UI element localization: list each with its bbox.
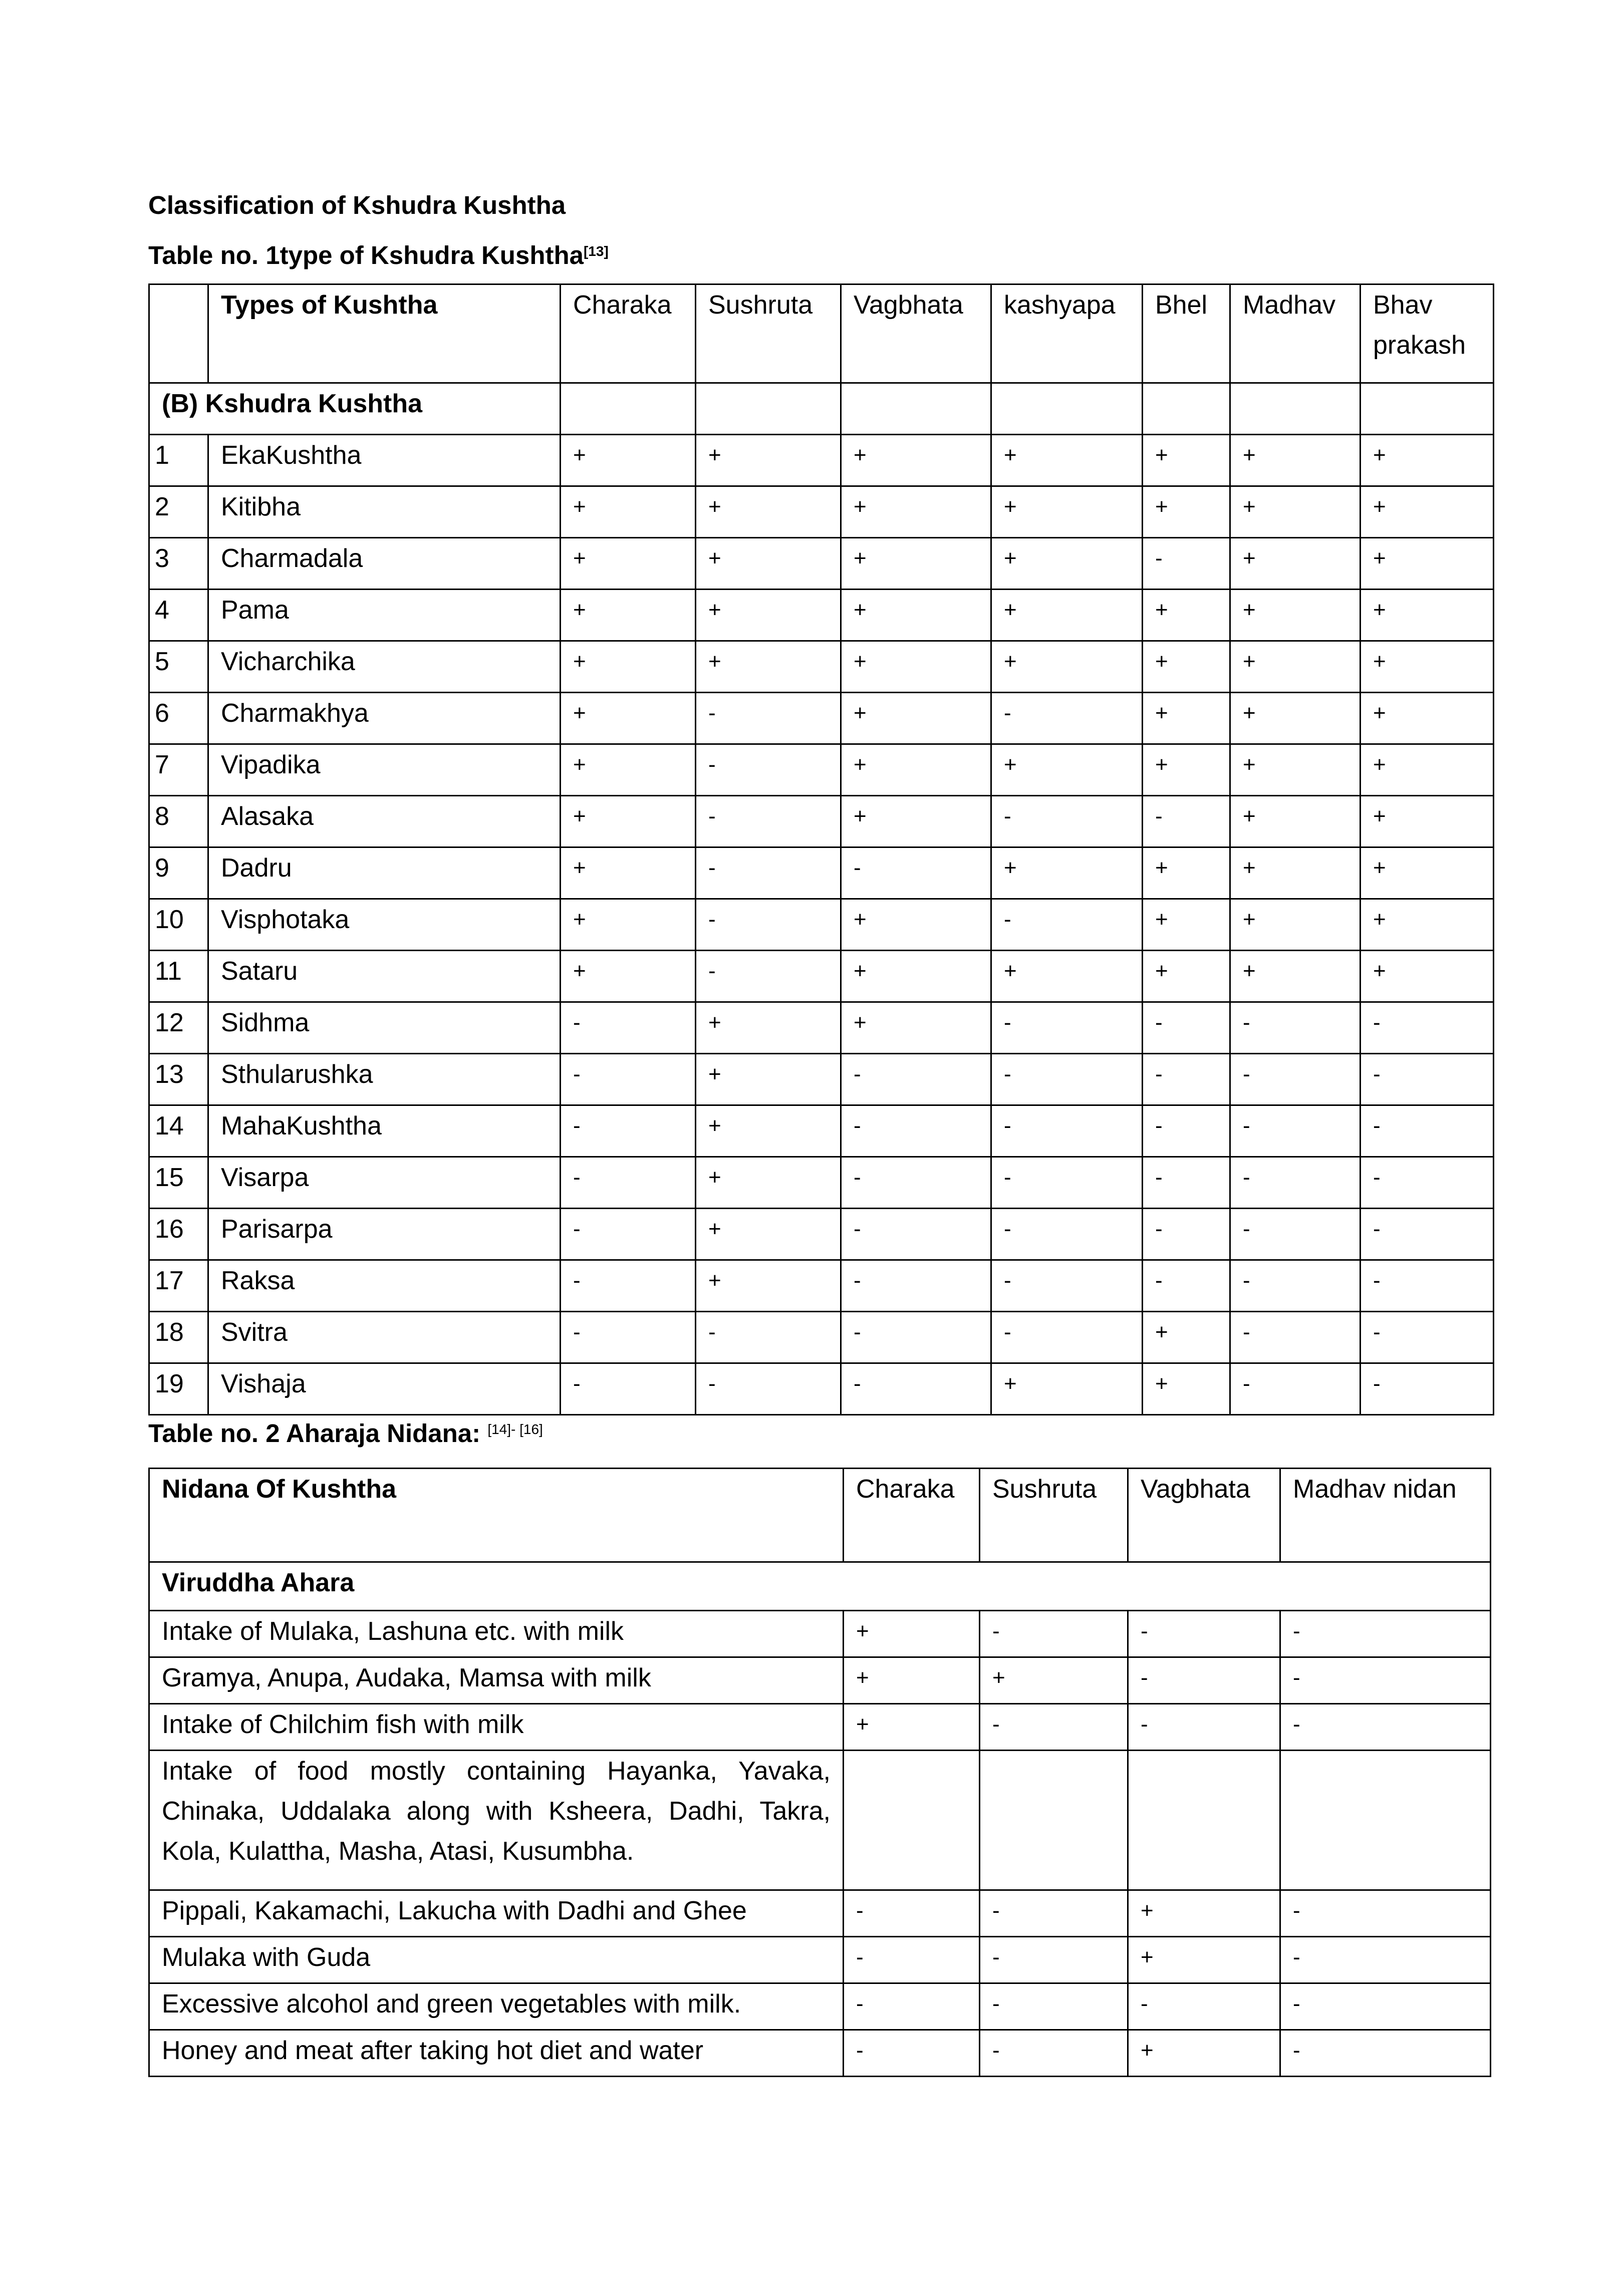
presence-mark: +	[991, 435, 1143, 486]
presence-mark: +	[841, 796, 991, 847]
presence-mark: -	[1230, 1105, 1361, 1157]
nidana-description: Intake of food mostly containing Hayanka, Yavaka, Chinaka, Uddalaka along with Ksheera, Dadhi, Takra, Kola, Kulattha, Masha, Atasi, Kusumbha.	[149, 1751, 844, 1890]
row-number: 9	[149, 847, 208, 899]
kushtha-name: Visphotaka	[208, 899, 561, 951]
presence-mark: -	[696, 744, 841, 796]
table-row	[149, 1157, 1494, 1209]
row-number: 15	[149, 1157, 208, 1209]
presence-mark: -	[1280, 1611, 1491, 1657]
presence-mark: +	[1361, 538, 1494, 590]
presence-mark: +	[980, 1657, 1128, 1704]
presence-mark: +	[991, 641, 1143, 693]
presence-mark: +	[991, 847, 1143, 899]
presence-mark: +	[1143, 1312, 1230, 1363]
presence-mark: +	[844, 1611, 980, 1657]
presence-mark: -	[1128, 1657, 1280, 1704]
presence-mark: +	[991, 590, 1143, 641]
row-number: 12	[149, 1002, 208, 1054]
presence-mark: -	[1143, 1260, 1230, 1312]
kushtha-name: Kitibha	[208, 486, 561, 538]
column-header: Charaka	[844, 1469, 980, 1562]
column-header: kashyapa	[991, 284, 1143, 383]
table-row	[149, 1054, 1494, 1105]
presence-mark: -	[1361, 1312, 1494, 1363]
presence-mark: -	[1280, 1983, 1491, 2030]
column-header: Nidana Of Kushtha	[149, 1469, 844, 1562]
table-row	[149, 693, 1494, 744]
presence-mark: +	[1361, 486, 1494, 538]
presence-mark: -	[980, 1890, 1128, 1937]
presence-mark: +	[1230, 486, 1361, 538]
presence-mark: +	[1361, 796, 1494, 847]
table-row	[149, 1751, 1491, 1890]
presence-mark: +	[841, 1002, 991, 1054]
presence-mark: -	[991, 1260, 1143, 1312]
kushtha-name: Sidhma	[208, 1002, 561, 1054]
presence-mark: +	[991, 1363, 1143, 1415]
column-header: Charaka	[561, 284, 696, 383]
presence-mark: -	[1143, 1157, 1230, 1209]
presence-mark: +	[561, 486, 696, 538]
kushtha-name: Raksa	[208, 1260, 561, 1312]
presence-mark: +	[1230, 847, 1361, 899]
presence-mark: +	[1128, 1890, 1280, 1937]
row-number: 19	[149, 1363, 208, 1415]
presence-mark: +	[1143, 641, 1230, 693]
presence-mark: +	[561, 538, 696, 590]
presence-mark: +	[561, 899, 696, 951]
presence-mark: -	[841, 1312, 991, 1363]
column-header: Madhav	[1230, 284, 1361, 383]
presence-mark: -	[1361, 1002, 1494, 1054]
row-number: 17	[149, 1260, 208, 1312]
table-row	[149, 641, 1494, 693]
presence-mark: +	[696, 1105, 841, 1157]
row-number: 2	[149, 486, 208, 538]
presence-mark: +	[991, 744, 1143, 796]
column-header: Vagbhata	[841, 284, 991, 383]
nidana-description: Excessive alcohol and green vegetables with milk.	[149, 1983, 844, 2030]
presence-mark: +	[841, 486, 991, 538]
row-number: 6	[149, 693, 208, 744]
presence-mark: -	[980, 1611, 1128, 1657]
table-row	[149, 1704, 1491, 1751]
presence-mark: -	[991, 1054, 1143, 1105]
presence-mark: +	[1143, 590, 1230, 641]
presence-mark: -	[561, 1363, 696, 1415]
empty-cell	[1230, 383, 1361, 435]
row-number: 7	[149, 744, 208, 796]
presence-mark: -	[561, 1209, 696, 1260]
nidana-description: Honey and meat after taking hot diet and water	[149, 2030, 844, 2077]
presence-mark: -	[841, 1209, 991, 1260]
presence-mark: -	[1361, 1157, 1494, 1209]
presence-mark: -	[696, 796, 841, 847]
table1-caption-ref: [13]	[583, 243, 609, 259]
presence-mark: +	[841, 951, 991, 1002]
empty-cell	[1361, 383, 1494, 435]
presence-mark: -	[991, 1105, 1143, 1157]
presence-mark: +	[1143, 951, 1230, 1002]
table-row	[149, 1937, 1491, 1983]
presence-mark: -	[1361, 1209, 1494, 1260]
table-row	[149, 744, 1494, 796]
row-number: 13	[149, 1054, 208, 1105]
presence-mark: +	[1143, 847, 1230, 899]
row-number: 4	[149, 590, 208, 641]
presence-mark: +	[696, 1157, 841, 1209]
table-row	[149, 1002, 1494, 1054]
kushtha-name: Dadru	[208, 847, 561, 899]
kushtha-name: EkaKushtha	[208, 435, 561, 486]
kushtha-name: Svitra	[208, 1312, 561, 1363]
presence-mark: -	[991, 693, 1143, 744]
presence-mark: -	[1280, 1890, 1491, 1937]
table-row	[149, 847, 1494, 899]
presence-mark: +	[1143, 693, 1230, 744]
presence-mark: +	[841, 899, 991, 951]
kushtha-name: Alasaka	[208, 796, 561, 847]
presence-mark: -	[1128, 1983, 1280, 2030]
presence-mark: -	[561, 1002, 696, 1054]
row-number: 11	[149, 951, 208, 1002]
presence-mark: -	[991, 899, 1143, 951]
presence-mark: +	[1361, 847, 1494, 899]
presence-mark: -	[1230, 1363, 1361, 1415]
aharaja-nidana-table	[148, 1468, 1491, 2077]
presence-mark: +	[1128, 2030, 1280, 2077]
presence-mark: +	[841, 435, 991, 486]
presence-mark: +	[1230, 435, 1361, 486]
table-row	[149, 435, 1494, 486]
table-row	[149, 1312, 1494, 1363]
kushtha-name: Visarpa	[208, 1157, 561, 1209]
section-label: Viruddha Ahara	[149, 1562, 1491, 1611]
section-heading: Classification of Kshudra Kushtha	[148, 191, 566, 219]
presence-mark: +	[561, 847, 696, 899]
presence-mark: -	[696, 1363, 841, 1415]
presence-mark: -	[1143, 1002, 1230, 1054]
presence-mark: -	[841, 1157, 991, 1209]
presence-mark: +	[1143, 899, 1230, 951]
presence-mark: -	[1230, 1312, 1361, 1363]
presence-mark: +	[1230, 538, 1361, 590]
empty-cell	[561, 383, 696, 435]
presence-mark: +	[841, 744, 991, 796]
kushtha-name: Vicharchika	[208, 641, 561, 693]
presence-mark: +	[696, 538, 841, 590]
presence-mark: +	[1143, 486, 1230, 538]
table-row	[149, 1209, 1494, 1260]
kushtha-name: MahaKushtha	[208, 1105, 561, 1157]
table-header-row	[149, 284, 1494, 383]
presence-mark: -	[844, 2030, 980, 2077]
presence-mark: +	[696, 435, 841, 486]
table-row	[149, 1983, 1491, 2030]
presence-mark: -	[1143, 1105, 1230, 1157]
presence-mark: +	[696, 590, 841, 641]
presence-mark: -	[1280, 1657, 1491, 1704]
presence-mark: -	[1143, 1054, 1230, 1105]
table-header-row	[149, 1469, 1491, 1562]
presence-mark: -	[561, 1312, 696, 1363]
table-row	[149, 1105, 1494, 1157]
row-number: 8	[149, 796, 208, 847]
presence-mark: -	[696, 847, 841, 899]
section-row	[149, 1562, 1491, 1611]
nidana-description: Intake of Mulaka, Lashuna etc. with milk	[149, 1611, 844, 1657]
empty-cell	[841, 383, 991, 435]
presence-mark: +	[1230, 899, 1361, 951]
section-label: (B) Kshudra Kushtha	[149, 383, 561, 435]
presence-mark: +	[841, 641, 991, 693]
presence-mark: +	[696, 1260, 841, 1312]
presence-mark: +	[696, 1002, 841, 1054]
presence-mark: +	[1143, 744, 1230, 796]
presence-mark: +	[841, 590, 991, 641]
presence-mark: -	[991, 796, 1143, 847]
presence-mark: -	[980, 1983, 1128, 2030]
presence-mark: -	[980, 2030, 1128, 2077]
presence-mark: +	[1361, 951, 1494, 1002]
presence-mark: -	[561, 1157, 696, 1209]
presence-mark: -	[1280, 1937, 1491, 1983]
table1-caption-text: Table no. 1type of Kshudra Kushtha	[148, 241, 584, 269]
presence-mark: -	[1230, 1157, 1361, 1209]
empty-cell	[1143, 383, 1230, 435]
presence-mark: -	[696, 951, 841, 1002]
presence-mark: -	[561, 1260, 696, 1312]
presence-mark	[980, 1751, 1128, 1890]
table2-caption-ref: [14]- [16]	[487, 1421, 543, 1437]
presence-mark: -	[841, 1105, 991, 1157]
row-number: 18	[149, 1312, 208, 1363]
presence-mark: -	[1280, 1704, 1491, 1751]
nidana-description: Gramya, Anupa, Audaka, Mamsa with milk	[149, 1657, 844, 1704]
presence-mark: +	[561, 641, 696, 693]
column-header: Bhel	[1143, 284, 1230, 383]
kushtha-name: Parisarpa	[208, 1209, 561, 1260]
presence-mark: -	[1230, 1054, 1361, 1105]
presence-mark: -	[1230, 1209, 1361, 1260]
presence-mark: -	[1230, 1002, 1361, 1054]
table-row	[149, 1260, 1494, 1312]
kushtha-types-table	[148, 283, 1494, 1415]
presence-mark: +	[1230, 796, 1361, 847]
presence-mark: -	[980, 1704, 1128, 1751]
empty-cell	[991, 383, 1143, 435]
nidana-description: Intake of Chilchim fish with milk	[149, 1704, 844, 1751]
column-header: Bhav prakash	[1361, 284, 1494, 383]
presence-mark	[844, 1751, 980, 1890]
presence-mark: -	[561, 1105, 696, 1157]
table-row	[149, 1657, 1491, 1704]
kushtha-name: Charmadala	[208, 538, 561, 590]
presence-mark: -	[1128, 1611, 1280, 1657]
kushtha-name: Sthularushka	[208, 1054, 561, 1105]
presence-mark: +	[1361, 641, 1494, 693]
presence-mark: -	[1280, 2030, 1491, 2077]
presence-mark: +	[1361, 590, 1494, 641]
presence-mark: +	[561, 590, 696, 641]
presence-mark: +	[1143, 1363, 1230, 1415]
presence-mark: -	[844, 1983, 980, 2030]
presence-mark	[1128, 1751, 1280, 1890]
presence-mark	[1280, 1751, 1491, 1890]
presence-mark: +	[696, 641, 841, 693]
presence-mark: -	[1361, 1054, 1494, 1105]
presence-mark: -	[1143, 538, 1230, 590]
column-header	[149, 284, 208, 383]
presence-mark: -	[1361, 1260, 1494, 1312]
presence-mark: -	[696, 899, 841, 951]
presence-mark: +	[1361, 693, 1494, 744]
presence-mark: -	[991, 1157, 1143, 1209]
table-row	[149, 1890, 1491, 1937]
presence-mark: -	[1230, 1260, 1361, 1312]
table-row	[149, 1611, 1491, 1657]
presence-mark: -	[980, 1937, 1128, 1983]
table-row	[149, 2030, 1491, 2077]
table-row	[149, 486, 1494, 538]
table1-caption	[148, 240, 1493, 270]
presence-mark: +	[561, 796, 696, 847]
presence-mark: +	[1143, 435, 1230, 486]
table-row	[149, 951, 1494, 1002]
table-row	[149, 796, 1494, 847]
presence-mark: +	[561, 693, 696, 744]
row-number: 3	[149, 538, 208, 590]
row-number: 10	[149, 899, 208, 951]
presence-mark: -	[696, 693, 841, 744]
kushtha-name: Sataru	[208, 951, 561, 1002]
presence-mark: -	[841, 1260, 991, 1312]
presence-mark: +	[696, 1209, 841, 1260]
presence-mark: +	[841, 538, 991, 590]
column-header: Madhav nidan	[1280, 1469, 1491, 1562]
presence-mark: +	[1230, 693, 1361, 744]
presence-mark: -	[991, 1209, 1143, 1260]
presence-mark: +	[696, 486, 841, 538]
presence-mark: -	[561, 1054, 696, 1105]
presence-mark: +	[1230, 951, 1361, 1002]
table-row	[149, 1363, 1494, 1415]
column-header: Sushruta	[696, 284, 841, 383]
row-number: 1	[149, 435, 208, 486]
presence-mark: -	[1361, 1105, 1494, 1157]
presence-mark: +	[991, 951, 1143, 1002]
kushtha-name: Charmakhya	[208, 693, 561, 744]
kushtha-name: Vishaja	[208, 1363, 561, 1415]
presence-mark: +	[696, 1054, 841, 1105]
kushtha-name: Vipadika	[208, 744, 561, 796]
presence-mark: +	[561, 435, 696, 486]
presence-mark: +	[561, 744, 696, 796]
nidana-description: Mulaka with Guda	[149, 1937, 844, 1983]
row-number: 5	[149, 641, 208, 693]
presence-mark: -	[841, 847, 991, 899]
presence-mark: +	[844, 1704, 980, 1751]
presence-mark: -	[991, 1002, 1143, 1054]
presence-mark: +	[1230, 590, 1361, 641]
column-header: Types of Kushtha	[208, 284, 561, 383]
presence-mark: -	[1361, 1363, 1494, 1415]
nidana-description: Pippali, Kakamachi, Lakucha with Dadhi and Ghee	[149, 1890, 844, 1937]
table-row	[149, 899, 1494, 951]
section-row	[149, 383, 1494, 435]
presence-mark: +	[1361, 899, 1494, 951]
column-header: Sushruta	[980, 1469, 1128, 1562]
presence-mark: +	[844, 1657, 980, 1704]
presence-mark: +	[561, 951, 696, 1002]
presence-mark: -	[841, 1363, 991, 1415]
table-row	[149, 590, 1494, 641]
presence-mark: -	[844, 1937, 980, 1983]
row-number: 16	[149, 1209, 208, 1260]
presence-mark: -	[841, 1054, 991, 1105]
presence-mark: +	[1230, 744, 1361, 796]
presence-mark: +	[1361, 744, 1494, 796]
table2-caption	[148, 1418, 1493, 1449]
presence-mark: -	[696, 1312, 841, 1363]
column-header: Vagbhata	[1128, 1469, 1280, 1562]
row-number: 14	[149, 1105, 208, 1157]
table-row	[149, 538, 1494, 590]
presence-mark: +	[841, 693, 991, 744]
table2-caption-text: Table no. 2 Aharaja Nidana:	[148, 1419, 481, 1448]
presence-mark: +	[991, 538, 1143, 590]
presence-mark: -	[1128, 1704, 1280, 1751]
presence-mark: +	[1361, 435, 1494, 486]
document-page	[148, 190, 1493, 2077]
presence-mark: -	[1143, 796, 1230, 847]
empty-cell	[696, 383, 841, 435]
presence-mark: +	[1128, 1937, 1280, 1983]
presence-mark: -	[844, 1890, 980, 1937]
presence-mark: -	[991, 1312, 1143, 1363]
presence-mark: +	[1230, 641, 1361, 693]
kushtha-name: Pama	[208, 590, 561, 641]
presence-mark: +	[991, 486, 1143, 538]
presence-mark: -	[1143, 1209, 1230, 1260]
